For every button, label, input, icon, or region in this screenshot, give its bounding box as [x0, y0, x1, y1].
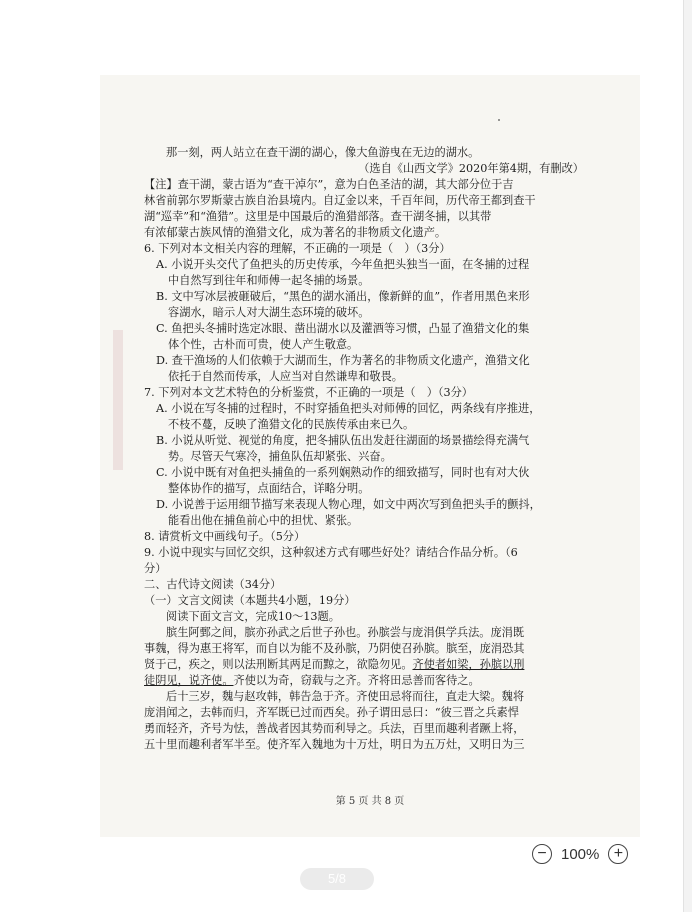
text-line: 有浓郁蒙古族风情的渔猎文化，成为著名的非物质文化遗产。: [144, 226, 447, 239]
text-line: A. 小说开头交代了鱼把头的历史传承，今年鱼把头独当一面，在冬捕的过程: [156, 258, 530, 271]
text-line: D. 小说善于运用细节描写来表现人物心理，如文中两次写到鱼把头手的颤抖，: [156, 498, 541, 511]
text-line: 那一刻，两人站立在查干湖的湖心，像大鱼游曳在无边的湖水。: [166, 146, 480, 159]
text-line: 膑生阿鄄之间，膑亦孙武之后世子孙也。孙膑尝与庞涓俱学兵法。庞涓既: [166, 626, 525, 639]
text-line: 整体协作的描写，点面结合，详略分明。: [168, 482, 370, 495]
text-line: B. 文中写冰层被砸破后，“黑色的湖水涌出，像新鲜的血”，作者用黑色来形: [156, 290, 530, 303]
text-line: （选自《山西文学》2020年第4期，有删改）: [358, 162, 584, 175]
text-line: B. 小说从听觉、视觉的角度，把冬捕队伍出发赶往湖面的场景描绘得充满气: [156, 434, 530, 447]
underlined-sentence: 齐使者如梁，孙膑以刑: [412, 658, 525, 671]
text-line: 二、古代诗文阅读（34分）: [144, 578, 282, 591]
text-line: C. 小说中既有对鱼把头捕鱼的一系列娴熟动作的细致描写，同时也有对大伙: [156, 466, 530, 479]
text-line: 7. 下列对本文艺术特色的分析鉴赏，不正确的一项是（ ）（3分）: [144, 386, 473, 399]
text-line: 依托于自然而传承，人应当对自然谦卑和敬畏。: [168, 370, 403, 383]
text-line: D. 查干渔场的人们依赖于大湖而生，作为著名的非物质文化遗产，渔猎文化: [156, 354, 530, 367]
text-line: 庞涓闻之，去韩而归，齐军既已过而西矣。孙子谓田忌曰：“彼三晋之兵素悍: [144, 706, 519, 719]
text-line: 林省前郭尔罗斯蒙古族自治县境内。自辽金以来，千百年间，历代帝王都到查干: [144, 194, 536, 207]
text-line: 8. 请赏析文中画线句子。（5分）: [144, 530, 306, 543]
text-line: 勇而轻齐，齐号为怯，善战者因其势而利导之。兵法，百里而趣利者蹶上将，: [144, 722, 525, 735]
text-line: 势。尽管天气寒冷，捕鱼队伍却紧张、兴奋。: [168, 450, 392, 463]
text-line: 分）: [144, 562, 167, 575]
zoom-level: 100%: [561, 845, 600, 863]
page-image: [100, 75, 640, 837]
text-line: 徒阴见，说齐使。齐使以为奇，窃载与之齐。齐将田忌善而客待之。: [144, 674, 480, 687]
zoom-in-button[interactable]: [608, 844, 628, 864]
scan-speck: [498, 119, 500, 121]
text-line: 湖“巡幸”和“渔猎”。这里是中国最后的渔猎部落。查干湖冬捕，以其带: [144, 210, 492, 223]
text-line: 9. 小说中现实与回忆交织，这种叙述方式有哪些好处？请结合作品分析。（6: [144, 546, 518, 559]
margin-stamp: [113, 330, 123, 470]
text-line: 阅读下面文言文，完成10～13题。: [166, 610, 340, 623]
text-line: 事魏，得为惠王将军，而自以为能不及孙膑，乃阴使召孙膑。膑至，庞涓恐其: [144, 642, 525, 655]
minus-icon: −: [537, 845, 547, 862]
text-line: 能看出他在捕鱼前心中的担忧、紧张。: [168, 514, 359, 527]
text-line: 【注】查干湖，蒙古语为“查干淖尔”，意为白色圣洁的湖，其大部分位于吉: [144, 178, 514, 191]
text-line: 容湖水，暗示人对大湖生态环境的破坏。: [168, 306, 370, 319]
zoom-out-button[interactable]: [532, 844, 552, 864]
text-line: 体个性，古朴而可贵，使人产生敬意。: [168, 338, 359, 351]
text-line: C. 鱼把头冬捕时选定冰眼、凿出湖水以及灌酒等习惯，凸显了渔猎文化的集: [156, 322, 530, 335]
text-line: 五十里而趣利者军半至。使齐军入魏地为十万灶，明日为五万灶，又明日为三: [144, 738, 525, 751]
underlined-sentence: 徒阴见，说齐使。: [144, 674, 234, 687]
page-indicator: 5/8: [300, 868, 374, 890]
plus-icon: +: [613, 845, 624, 862]
text-line: 不枝不蔓，反映了渔猎文化的民族传承由来已久。: [168, 418, 415, 431]
text-line: A. 小说在写冬捕的过程时，不时穿插鱼把头对师傅的回忆，两条线有序推进，: [156, 402, 541, 415]
page-text: [144, 145, 596, 753]
text-line: 中自然写到往年和师傅一起冬捕的场景。: [168, 274, 370, 287]
text-line: 6. 下列对本文相关内容的理解，不正确的一项是（ ）（3分）: [144, 242, 451, 255]
scrollbar[interactable]: [683, 0, 692, 912]
zoom-control: [532, 842, 628, 866]
text-line: （一）文言文阅读（本题共4小题，19分）: [144, 594, 356, 607]
text-line: 后十三岁，魏与赵攻韩，韩告急于齐。齐使田忌将而往，直走大梁。魏将: [166, 690, 525, 703]
text-line: 贤于己，疾之，则以法刑断其两足而黥之，欲隐勿见。齐使者如梁，孙膑以刑: [144, 658, 525, 671]
page-footer: 第 5 页 共 8 页: [335, 796, 405, 807]
